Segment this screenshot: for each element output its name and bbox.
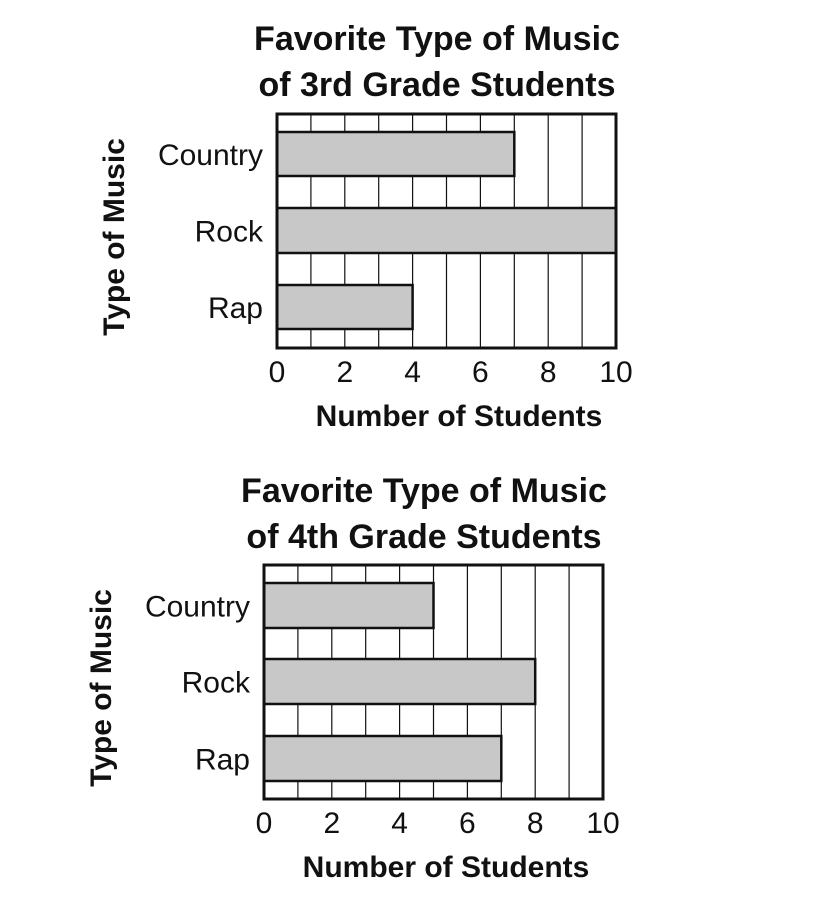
bar-rock xyxy=(277,208,616,253)
category-label-country: Country xyxy=(157,139,263,172)
x-tick-label-2: 2 xyxy=(336,356,354,389)
chart-1-y-axis-title: Type of Music xyxy=(98,138,131,336)
chart-1-title-line-1: Favorite Type of Music xyxy=(254,20,620,58)
chart-1-title-line-2: of 3rd Grade Students xyxy=(258,66,616,104)
bar-country xyxy=(264,583,434,628)
category-label-rap: Rap xyxy=(207,292,263,325)
x-tick-label-4: 4 xyxy=(404,356,421,389)
chart-3rd-grade xyxy=(98,20,633,433)
chart-2-title-line-2: of 4th Grade Students xyxy=(246,518,602,556)
x-tick-label-0: 0 xyxy=(255,807,273,840)
x-tick-label-2: 2 xyxy=(323,807,341,840)
chart-1-x-axis-title: Number of Students xyxy=(315,400,603,433)
category-label-rock: Rock xyxy=(181,666,250,700)
x-tick-label-10: 10 xyxy=(599,356,633,389)
x-tick-label-8: 8 xyxy=(539,356,557,389)
bar-rock xyxy=(264,659,535,704)
x-tick-label-8: 8 xyxy=(526,807,544,840)
bar-rap xyxy=(277,285,413,329)
x-tick-label-4: 4 xyxy=(391,807,408,840)
chart-2-title-line-1: Favorite Type of Music xyxy=(241,472,607,510)
category-label-rap: Rap xyxy=(194,743,250,777)
x-tick-label-10: 10 xyxy=(586,807,620,840)
chart-2-x-axis-title: Number of Students xyxy=(302,851,590,884)
x-tick-label-0: 0 xyxy=(268,356,286,389)
chart-1-plot-area xyxy=(158,114,633,389)
chart-2-plot-area xyxy=(145,565,620,840)
x-tick-label-6: 6 xyxy=(459,807,476,840)
bar-country xyxy=(277,132,514,176)
category-label-country: Country xyxy=(144,590,250,624)
chart-4th-grade xyxy=(85,472,620,884)
bar-rap xyxy=(264,736,501,781)
category-label-rock: Rock xyxy=(194,215,263,249)
x-tick-label-6: 6 xyxy=(472,356,489,389)
chart-2-y-axis-title: Type of Music xyxy=(85,589,118,787)
